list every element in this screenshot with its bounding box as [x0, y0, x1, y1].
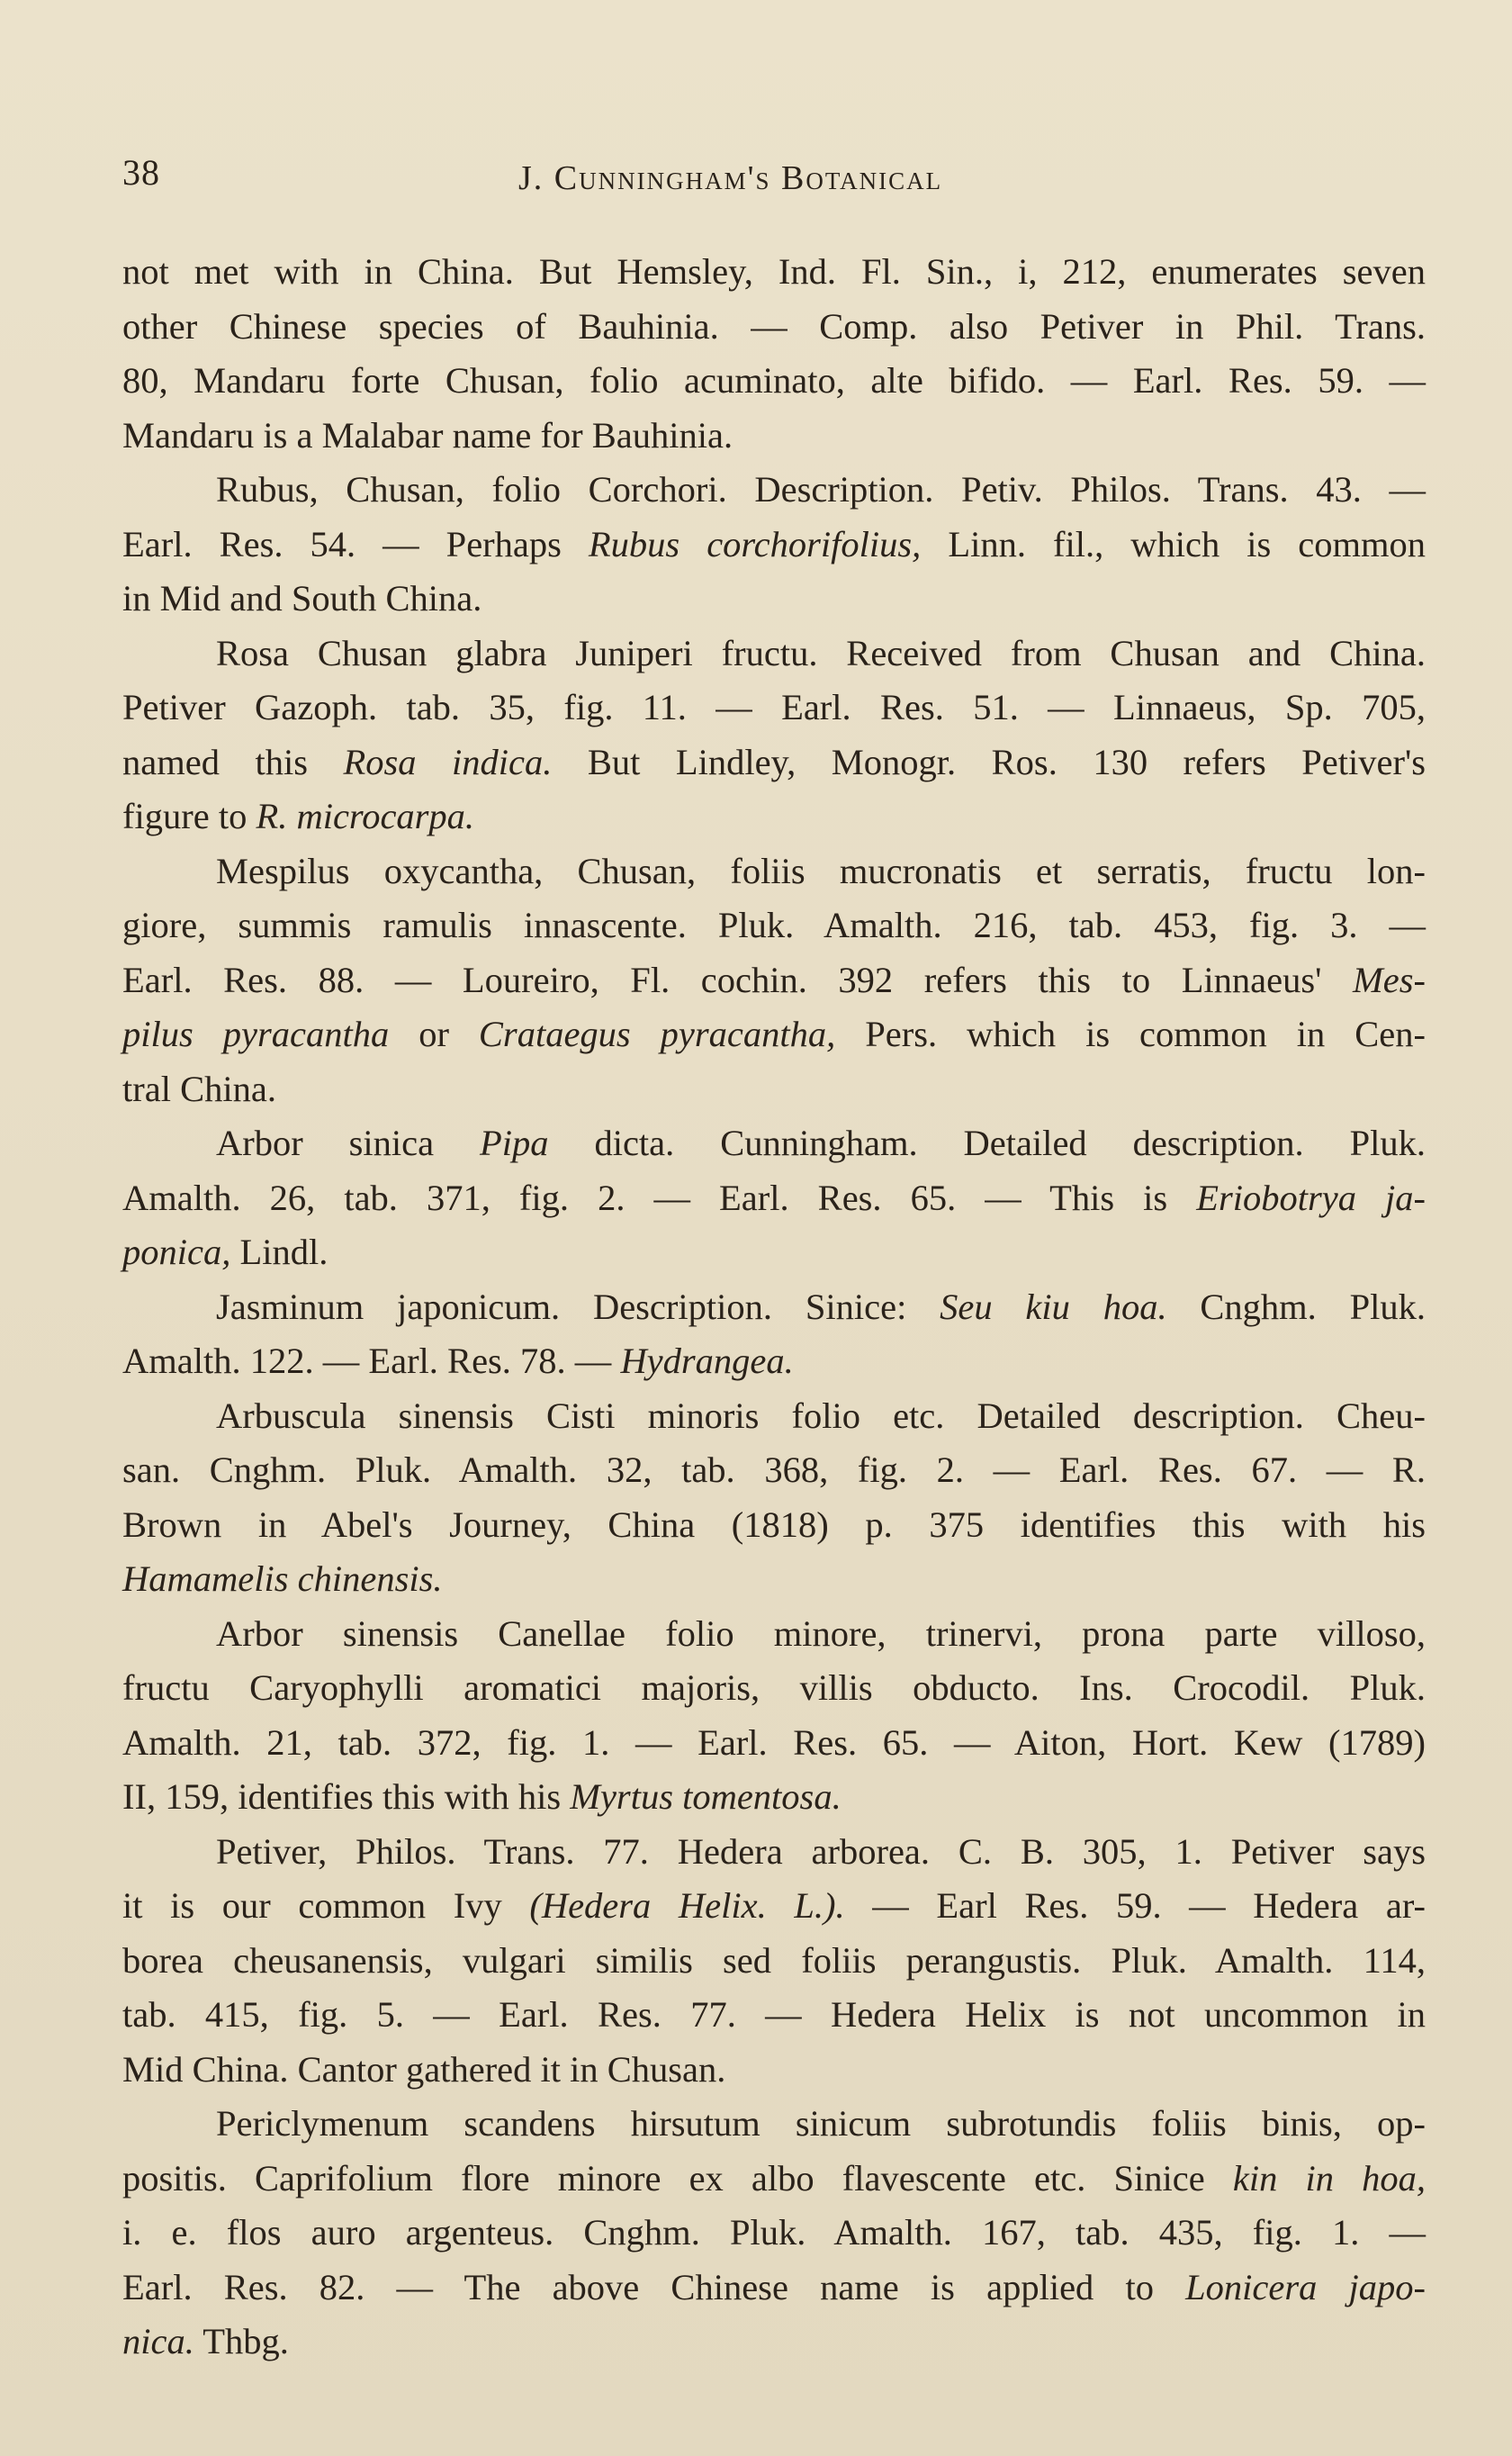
text-line — [122, 2043, 1426, 2098]
text-line — [122, 1825, 1426, 1880]
italic-text: Seu kiu hoa. — [940, 1286, 1167, 1327]
text-segment: Brown in Abel's Journey, China (1818) p. 375 identifies this with his — [122, 1503, 1426, 1545]
italic-text: (Hedera Helix. L.). — [529, 1885, 845, 1926]
text-line — [122, 1062, 1426, 1117]
text-line — [122, 1879, 1426, 1934]
text-line — [122, 2206, 1426, 2261]
text-segment: giore, summis ramulis innascente. Pluk. Amalth. 216, tab. 453, fig. 3. — — [122, 905, 1426, 945]
italic-text: kin in hoa, — [1232, 2157, 1426, 2199]
italic-text: R. microcarpa. — [256, 796, 475, 836]
text-line — [122, 1716, 1426, 1771]
text-line — [122, 953, 1426, 1008]
italic-text: Hamamelis chinensis. — [122, 1558, 443, 1599]
text-line — [122, 1770, 1426, 1825]
text-segment: 80, Mandaru forte Chusan, folio acuminato, alte bifido. — Earl. Res. 59. — — [122, 360, 1426, 401]
text-segment: — Earl Res. 59. — Hedera ar- — [844, 1885, 1426, 1926]
text-segment: Arbor sinica — [216, 1123, 481, 1163]
text-line — [122, 245, 1426, 300]
text-line — [122, 1280, 1426, 1335]
text-segment: positis. Caprifolium flore minore ex albo flavescente etc. Sinice — [122, 2157, 1233, 2199]
italic-text: Rubus corchorifolius, — [588, 523, 922, 564]
text-segment: figure to — [122, 796, 256, 836]
text-line — [122, 1552, 1426, 1607]
text-segment: in Mid and South China. — [122, 578, 482, 619]
text-segment: borea cheusanensis, vulgari similis sed foliis perangustis. Pluk. Amalth. 114, — [122, 1939, 1426, 1981]
page-header — [122, 151, 1427, 205]
text-segment: Earl. Res. 82. — The above Chinese name is applied to — [122, 2266, 1186, 2307]
text-line — [122, 1988, 1426, 2043]
text-line — [122, 409, 1426, 464]
italic-text: Mes- — [1353, 959, 1426, 1000]
italic-text: Lonicera japo- — [1185, 2266, 1426, 2307]
text-line — [122, 1661, 1426, 1716]
text-segment: Earl. Res. 88. — Loureiro, Fl. cochin. 392 refers this to Linnaeus' — [122, 959, 1354, 1000]
text-segment: i. e. flos auro argenteus. Cnghm. Pluk. Amalth. 167, tab. 435, fig. 1. — — [122, 2212, 1426, 2253]
text-line — [122, 1116, 1426, 1171]
text-segment: Rubus, Chusan, folio Corchori. Description. Petiv. Philos. Trans. 43. — — [216, 469, 1426, 510]
text-segment: II, 159, identifies this with his — [122, 1776, 571, 1817]
text-segment: Lindl. — [230, 1232, 328, 1272]
italic-text: ponica, — [122, 1232, 231, 1272]
italic-text: nica. — [122, 2321, 194, 2361]
text-segment: Mid China. Cantor gathered it in Chusan. — [122, 2048, 726, 2090]
text-segment: Mespilus oxycantha, Chusan, foliis mucronatis et serratis, fructu lon- — [216, 850, 1426, 891]
text-segment: Cnghm. Pluk. — [1166, 1286, 1426, 1327]
text-segment: fructu Caryophylli aromatici majoris, villis obducto. Ins. Crocodil. Pluk. — [122, 1667, 1426, 1708]
text-segment: san. Cnghm. Pluk. Amalth. 32, tab. 368, fig. 2. — Earl. Res. 67. — R. — [122, 1449, 1426, 1490]
text-line — [122, 1007, 1426, 1062]
text-line — [122, 1498, 1426, 1553]
text-segment: Petiver, Philos. Trans. 77. Hedera arborea. C. B. 305, 1. Petiver says — [216, 1830, 1426, 1872]
text-segment: Earl. Res. 54. — Perhaps — [122, 523, 589, 564]
text-line — [122, 1334, 1426, 1389]
text-segment: tral China. — [122, 1068, 276, 1109]
text-line — [122, 572, 1426, 627]
text-segment: Periclymenum scandens hirsutum sinicum subrotundis foliis binis, op- — [216, 2103, 1426, 2144]
text-segment: Mandaru is a Malabar name for Bauhinia. — [122, 414, 734, 456]
italic-text: Crataegus pyracantha, — [478, 1014, 836, 1054]
text-segment: dicta. Cunningham. Detailed description. Pluk. — [548, 1123, 1426, 1163]
text-segment: Amalth. 21, tab. 372, fig. 1. — Earl. Res. 65. — Aiton, Hort. Kew (1789) — [122, 1721, 1426, 1763]
text-segment: Arbor sinensis Canellae folio minore, trinervi, prona parte villoso, — [216, 1612, 1426, 1654]
text-segment: Amalth. 122. — Earl. Res. 78. — — [122, 1341, 621, 1381]
text-line — [122, 1607, 1426, 1662]
page-number: 38 — [122, 152, 160, 193]
running-head: J. Cunningham's Botanical — [518, 159, 943, 197]
text-line — [122, 681, 1426, 736]
text-line — [122, 2097, 1426, 2152]
text-line — [122, 1389, 1426, 1444]
text-line — [122, 790, 1426, 844]
italic-text: Myrtus tomentosa. — [570, 1776, 842, 1817]
text-segment: not met with in China. But Hemsley, Ind. Fl. Sin., i, 212, enumerates seven — [122, 251, 1426, 292]
text-line — [122, 1171, 1426, 1226]
italic-text: Rosa indica. — [343, 741, 553, 782]
text-segment: other Chinese species of Bauhinia. — Comp. also Petiver in Phil. Trans. — [122, 305, 1426, 347]
text-line — [122, 627, 1426, 682]
text-line — [122, 354, 1426, 409]
text-line — [122, 1225, 1426, 1280]
italic-text: Eriobotrya ja- — [1196, 1177, 1426, 1218]
text-line — [122, 463, 1426, 518]
text-segment: Petiver Gazoph. tab. 35, fig. 11. — Earl. Res. 51. — Linnaeus, Sp. 705, — [122, 687, 1426, 727]
text-line — [122, 736, 1426, 790]
text-segment: named this — [122, 741, 344, 782]
text-line — [122, 898, 1426, 953]
text-line — [122, 2261, 1426, 2316]
text-line — [122, 1934, 1426, 1989]
text-segment: tab. 415, fig. 5. — Earl. Res. 77. — Hedera Helix is not uncommon in — [122, 1994, 1426, 2035]
italic-text: pilus pyracantha — [122, 1014, 390, 1054]
text-segment: Jasminum japonicum. Description. Sinice: — [216, 1286, 940, 1327]
text-segment: or — [389, 1014, 479, 1054]
text-segment: But Lindley, Monogr. Ros. 130 refers Petiver's — [552, 741, 1426, 782]
italic-text: Pipa — [480, 1123, 549, 1163]
text-segment: Linn. fil., which is common — [921, 523, 1426, 564]
text-line — [122, 2315, 1426, 2370]
text-segment: Arbuscula sinensis Cisti minoris folio etc. Detailed description. Cheu- — [216, 1395, 1426, 1436]
text-segment: Pers. which is common in Cen- — [835, 1014, 1426, 1054]
text-line — [122, 2152, 1426, 2207]
text-line — [122, 1443, 1426, 1498]
text-line — [122, 300, 1426, 355]
text-segment: Thbg. — [194, 2321, 289, 2361]
text-segment: Amalth. 26, tab. 371, fig. 2. — Earl. Res. 65. — This is — [122, 1177, 1197, 1218]
body-text — [122, 245, 1426, 2370]
text-segment: Rosa Chusan glabra Juniperi fructu. Received from Chusan and China. — [216, 632, 1426, 673]
text-segment: it is our common Ivy — [122, 1885, 530, 1926]
italic-text: Hydrangea. — [620, 1341, 794, 1381]
text-line — [122, 844, 1426, 899]
text-line — [122, 518, 1426, 573]
